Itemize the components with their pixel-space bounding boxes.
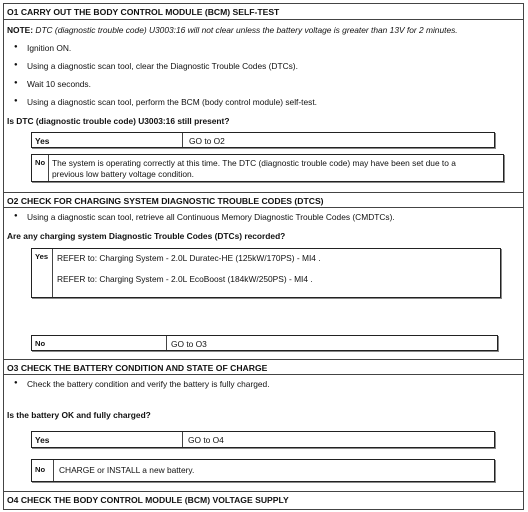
no-row [31,335,498,351]
yes-action: GO to O4 [188,435,224,445]
no-label: No [35,158,46,167]
no-action: CHARGE or INSTALL a new battery. [59,465,195,475]
note [7,25,458,35]
divider [166,336,167,350]
no-row [31,154,504,182]
no-label: No [35,465,46,474]
section-o4-title: O4 CHECK THE BODY CONTROL MODULE (BCM) VOLTAGE SUPPLY [4,491,523,507]
procedure-page [3,3,524,510]
yes-action-line-2: REFER to: Charging System - 2.0L EcoBoost (184kW/250PS) - MI4 . [57,274,313,284]
divider [52,249,53,297]
no-action-line-2: previous low battery voltage condition. [52,169,194,179]
section-o2-title: O2 CHECK FOR CHARGING SYSTEM DIAGNOSTIC TROUBLE CODES (DTCS) [4,192,523,208]
divider [48,155,49,181]
list-item: ● Wait 10 seconds. [14,79,91,89]
divider [182,133,183,147]
note-label: NOTE: [7,25,34,35]
yes-row [31,132,495,148]
note-text: DTC (diagnostic trouble code) U3003:16 will not clear unless the battery voltage is greater than 13V for 2 minutes. [35,25,458,35]
no-action: GO to O3 [171,339,207,349]
question: Are any charging system Diagnostic Trouble Codes (DTCs) recorded? [7,231,286,241]
yes-action-line-1: REFER to: Charging System - 2.0L Duratec-HE (125kW/170PS) - MI4 . [57,253,321,263]
divider [53,460,54,481]
question: Is DTC (diagnostic trouble code) U3003:16 still present? [7,116,230,126]
divider [182,432,183,447]
yes-action: GO to O2 [189,136,225,146]
yes-label: Yes [35,136,50,146]
yes-row [31,248,501,298]
list-item: ● Using a diagnostic scan tool, perform the BCM (body control module) self-test. [14,97,317,107]
list-item: ● Ignition ON. [14,43,71,53]
section-o3-title: O3 CHECK THE BATTERY CONDITION AND STATE OF CHARGE [4,359,523,375]
section-o1-title: O1 CARRY OUT THE BODY CONTROL MODULE (BCM) SELF-TEST [4,4,523,20]
yes-label: Yes [35,252,49,261]
yes-label: Yes [35,435,50,445]
no-action-line-1: The system is operating correctly at this time. The DTC (diagnostic trouble code) may have been set due to a [52,158,456,168]
yes-row [31,431,495,448]
no-row [31,459,495,482]
list-item: ● Using a diagnostic scan tool, clear the Diagnostic Trouble Codes (DTCs). [14,61,298,71]
no-label: No [35,339,46,348]
list-item: ● Using a diagnostic scan tool, retrieve all Continuous Memory Diagnostic Trouble Codes (CMDTCs). [14,212,395,222]
list-item: ● Check the battery condition and verify the battery is fully charged. [14,379,270,389]
question: Is the battery OK and fully charged? [7,410,151,420]
